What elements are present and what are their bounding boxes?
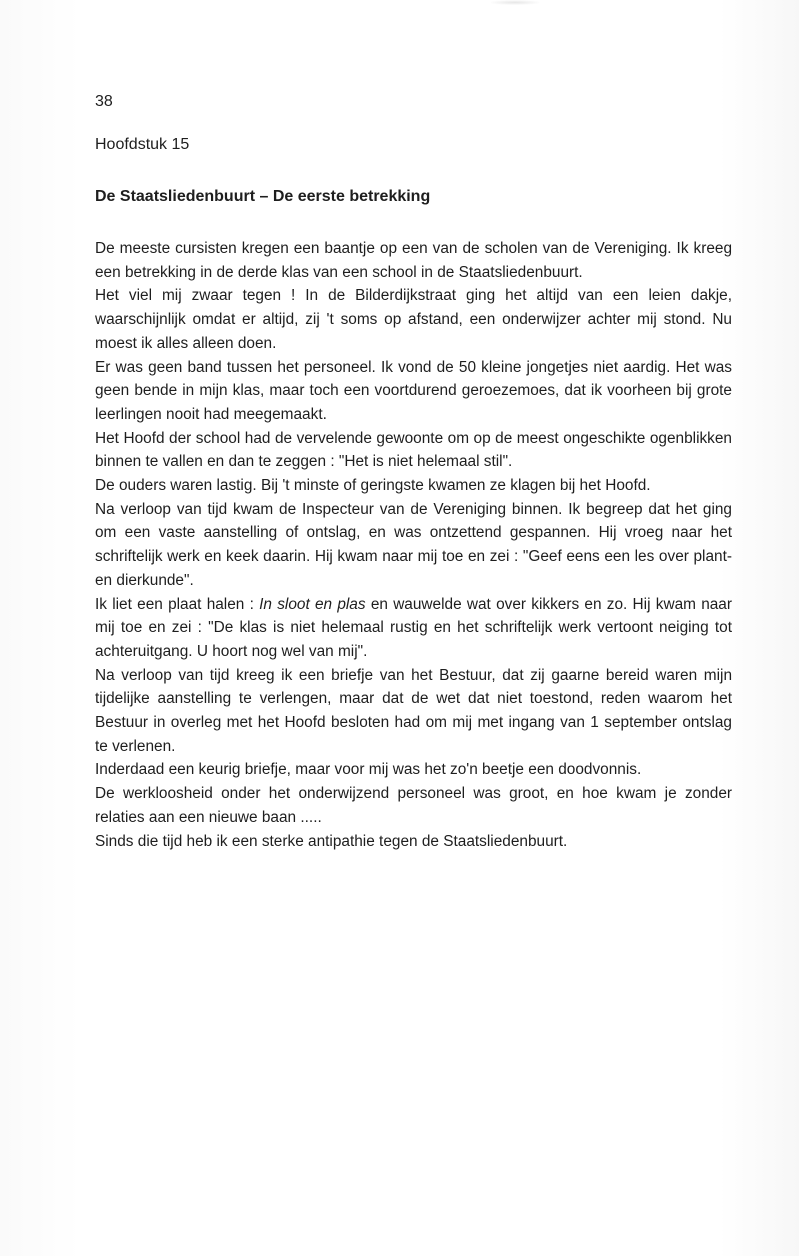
paragraph <box>95 593 732 664</box>
paragraph: De meeste cursisten kregen een baantje op een van de scholen van de Vereniging. Ik kreeg een betrekking in de derde klas van een school in de Staatsliedenbuurt. <box>95 240 732 281</box>
paragraph-text: Ik liet een plaat halen : <box>95 595 260 613</box>
paragraph: De werkloosheid onder het onderwijzend personeel was groot, en hoe kwam je zonder relaties aan een nieuwe baan ..... <box>95 785 732 826</box>
paragraph: Het Hoofd der school had de vervelende gewoonte om op de meest ongeschikte ogenblikken binnen te vallen en dan te zeggen : "Het is niet helemaal stil". <box>95 429 732 471</box>
chapter-title: De Staatsliedenbuurt – De eerste betrekking <box>95 188 431 205</box>
paragraph: Na verloop van tijd kreeg ik een briefje van het Bestuur, dat zij gaarne bereid waren mijn tijdelijke aanstelling te verlengen, maar dat de wet dat niet toestond, reden waarom het Bestuur in overleg met het Hoofd besloten had om mij met ingang van 1 september ontslag te verlenen. <box>95 666 732 755</box>
scan-shadow <box>490 0 540 5</box>
body-text <box>95 237 732 853</box>
paragraph: Sinds die tijd heb ik een sterke antipathie tegen de Staatsliedenbuurt. <box>95 832 568 850</box>
paragraph: De ouders waren lastig. Bij 't minste of geringste kwamen ze klagen bij het Hoofd. <box>95 477 651 495</box>
chapter-label: Hoofdstuk 15 <box>95 136 190 153</box>
paragraph-text: en wauwelde wat over kikkers en zo. Hij kwam naar mij toe en zei : "De klas is niet helemaal rustig en het schriftelijk werk vertoont neiging tot achteruitgang. U hoort nog wel van mij". <box>95 595 732 660</box>
page-number: 38 <box>95 93 113 110</box>
paragraph: Er was geen band tussen het personeel. Ik vond de 50 kleine jongetjes niet aardig. Het was geen bende in mijn klas, maar toch een voortdurend geroezemoes, dat ik voorheen bij grote leerlingen nooit had meegemaakt. <box>95 358 732 423</box>
paragraph: Inderdaad een keurig briefje, maar voor mij was het zo'n beetje een doodvonnis. <box>95 761 642 779</box>
paragraph: Na verloop van tijd kwam de Inspecteur van de Vereniging binnen. Ik begreep dat het ging om een vaste aanstelling of ontslag, en was ontzettend gespannen. Hij vroeg naar het schriftelijk werk en keek daarin. Hij kwam naar mij toe en zei : "Geef eens een les over plant- en dierkunde". <box>95 500 732 589</box>
book-title-italic: In sloot en plas <box>259 595 366 613</box>
paragraph: Het viel mij zwaar tegen ! In de Bilderdijkstraat ging het altijd van een leien dakje, waarschijnlijk omdat er altijd, zij 't soms op afstand, een onderwijzer achter mij stond. Nu moest ik alles alleen doen. <box>95 287 732 352</box>
